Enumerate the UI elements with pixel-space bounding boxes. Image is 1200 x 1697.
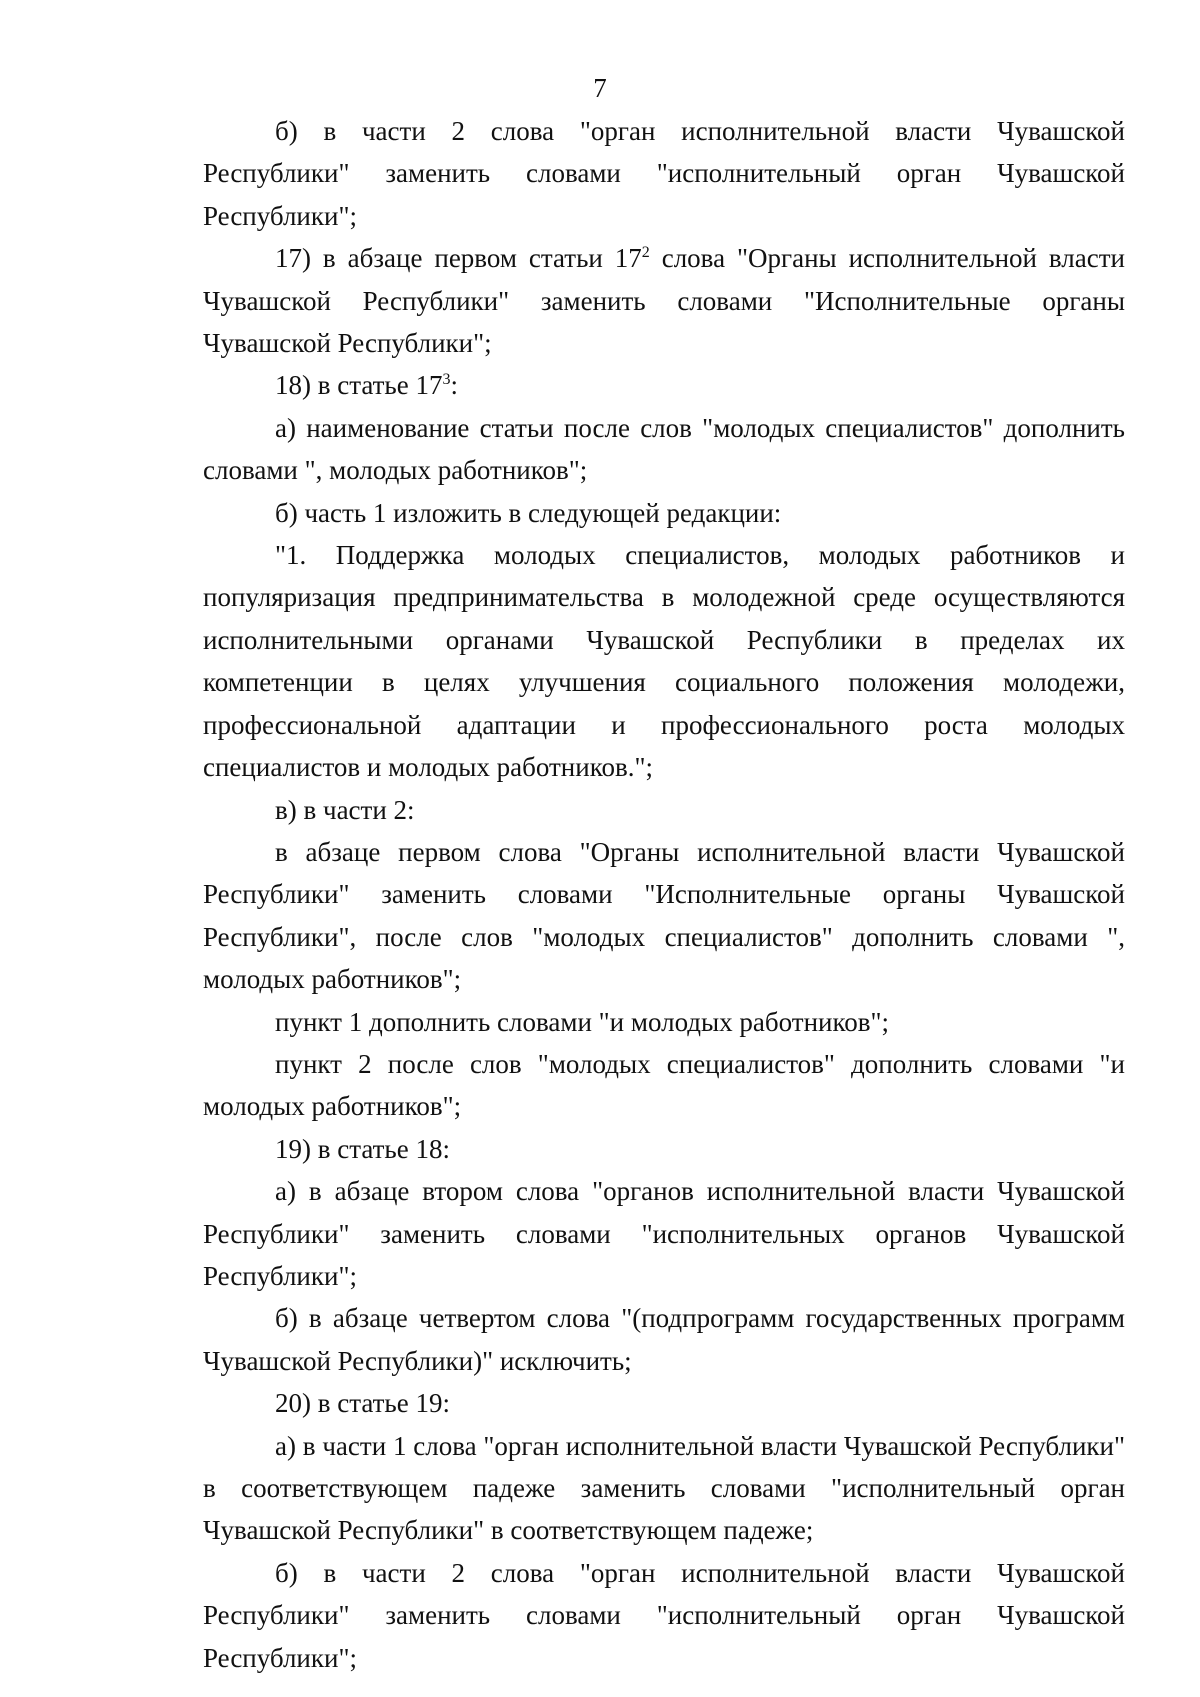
article-superscript: 2 [641,244,650,262]
paragraph: а) наименование статьи после слов "молодых специалистов" дополнить словами ", молодых работников"; [203,412,1125,486]
paragraph: а) в части 1 слова "орган исполнительной власти Чувашской Республики" в соответствующем падеже заменить словами "исполнительный орган Чувашской Республики" в соответствующем падеже; [203,1430,1125,1546]
article-superscript: 3 [442,371,451,389]
paragraph-text-start: 18) в статье 17 [275,370,443,401]
paragraph: 19) в статье 18: [275,1133,450,1164]
paragraph: б) в абзаце четвертом слова "(подпрограмм государственных программ Чувашской Республики)" исключить; [203,1303,1125,1376]
paragraph: б) в части 2 слова "орган исполнительной власти Чувашской Республики" заменить словами "исполнительный орган Чувашской Республики"; [203,1557,1125,1673]
document-body [203,110,1125,1679]
paragraph: пункт 1 дополнить словами "и молодых работников"; [275,1006,889,1037]
paragraph: в) в части 2: [275,794,415,825]
paragraph: б) в части 2 слова "орган исполнительной власти Чувашской Республики" заменить словами "исполнительный орган Чувашской Республики"; [203,116,1125,231]
paragraph: в абзаце первом слова "Органы исполнительной власти Чувашской Республики" заменить словами "Исполнительные органы Чувашской Республики", после слов "молодых специалистов" дополнить словами ", молодых работников"; [203,836,1125,995]
paragraph: пункт 2 после слов "молодых специалистов" дополнить словами "и молодых работников"; [203,1048,1125,1122]
page-number: 7 [593,73,607,103]
paragraph-text-end: слова "Органы исполнительной власти Чувашской Республики" заменить словами "Исполнительные органы Чувашской Республики"; [203,243,1125,359]
paragraph: а) в абзаце втором слова "органов исполнительной власти Чувашской Республики" заменить словами "исполнительных органов Чувашской Республики"; [203,1176,1125,1291]
paragraph-quoted-part-1: "1. Поддержка молодых специалистов, молодых работников и популяризация предпринимательства в молодежной среде осуществляются исполнительными органами Чувашской Республики в пределах их компетенции в целях улучшения социального положения молодежи, профессиональной адаптации и профессионального роста молодых специалистов и молодых работников."; [203,540,1125,783]
paragraph-article-17-3 [203,364,1125,406]
paragraph-article-17-2 [203,237,1125,364]
paragraph: б) часть 1 изложить в следующей редакции: [275,497,782,528]
paragraph-text-end: : [450,370,458,401]
paragraph-text-start: 17) в абзаце первом статьи 17 [275,243,642,274]
paragraph: 20) в статье 19: [275,1388,450,1419]
